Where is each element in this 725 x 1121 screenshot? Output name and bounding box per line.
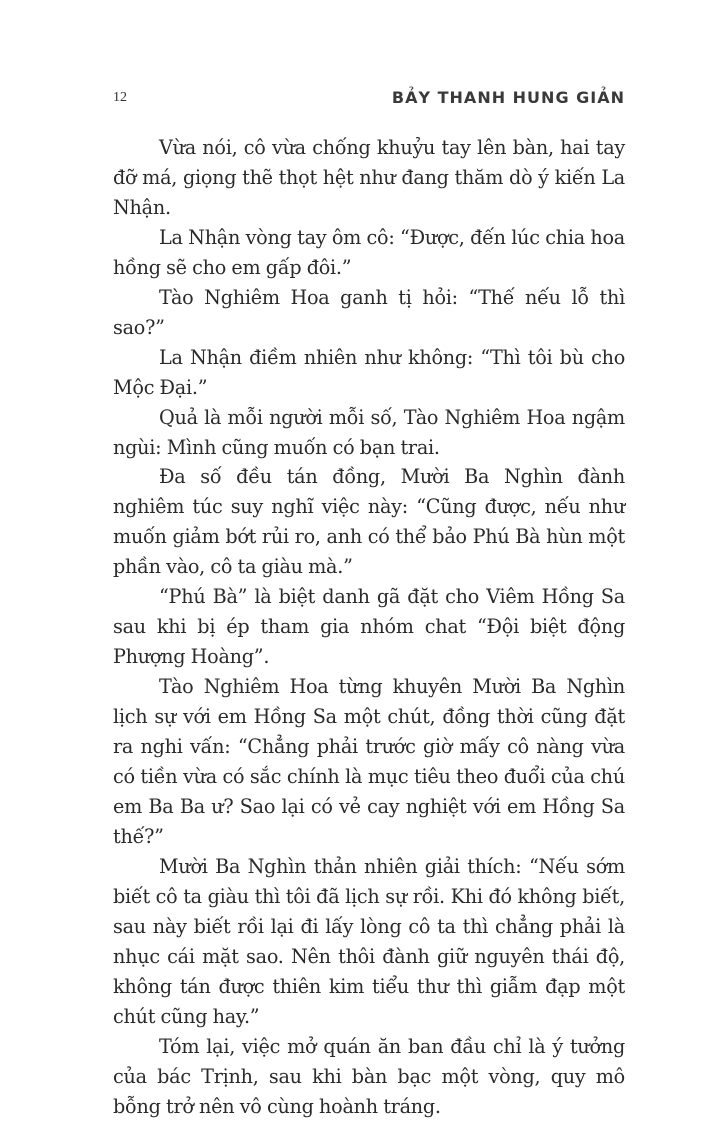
running-title: BẢY THANH HUNG GIẢN <box>391 88 625 107</box>
page-header <box>113 88 625 112</box>
paragraph: Mười Ba Nghìn thản nhiên giải thích: “Nếu sớm biết cô ta giàu thì tôi đã lịch sự rồi. Khi đó không biết, sau này biết rồi lại đi lấy lòng cô ta thì chẳng phải là nhục cái mặt sao. Nên thôi đành giữ nguyên thái độ, không tán được thiên kim tiểu thư thì giẫm đạp một chút cũng hay.” <box>113 854 625 1028</box>
body-text <box>113 133 625 1121</box>
paragraph: Tào Nghiêm Hoa từng khuyên Mười Ba Nghìn lịch sự với em Hồng Sa một chút, đồng thời cũng đặt ra nghi vấn: “Chẳng phải trước giờ mấy cô nàng vừa có tiền vừa có sắc chính là mục tiêu theo đuổi của chú em Ba Ba ư? Sao lại có vẻ cay nghiệt với em Hồng Sa thế?” <box>113 675 625 848</box>
paragraph: Đa số đều tán đồng, Mười Ba Nghìn đành nghiêm túc suy nghĩ việc này: “Cũng được, nếu như muốn giảm bớt rủi ro, anh có thể bảo Phú Bà hùn một phần vào, cô ta giàu mà.” <box>113 465 625 579</box>
page-number: 12 <box>113 90 127 105</box>
paragraph: Vừa nói, cô vừa chống khuỷu tay lên bàn, hai tay đỡ má, giọng thẽ thọt hệt như đang thăm dò ý kiến La Nhận. <box>113 136 625 219</box>
paragraph: Quả là mỗi người mỗi số, Tào Nghiêm Hoa ngậm ngùi: Mình cũng muốn có bạn trai. <box>113 405 625 459</box>
paragraph: “Phú Bà” là biệt danh gã đặt cho Viêm Hồng Sa sau khi bị ép tham gia nhóm chat “Đội biệt động Phượng Hoàng”. <box>113 585 625 669</box>
paragraph: La Nhận vòng tay ôm cô: “Được, đến lúc chia hoa hồng sẽ cho em gấp đôi.” <box>113 225 625 279</box>
paragraph: Tóm lại, việc mở quán ăn ban đầu chỉ là ý tưởng của bác Trịnh, sau khi bàn bạc một vòng, quy mô bỗng trở nên vô cùng hoành tráng. <box>113 1034 625 1118</box>
paragraph: La Nhận điềm nhiên như không: “Thì tôi bù cho Mộc Đại.” <box>113 345 625 399</box>
paragraph: Tào Nghiêm Hoa ganh tị hỏi: “Thế nếu lỗ thì sao?” <box>113 285 625 339</box>
